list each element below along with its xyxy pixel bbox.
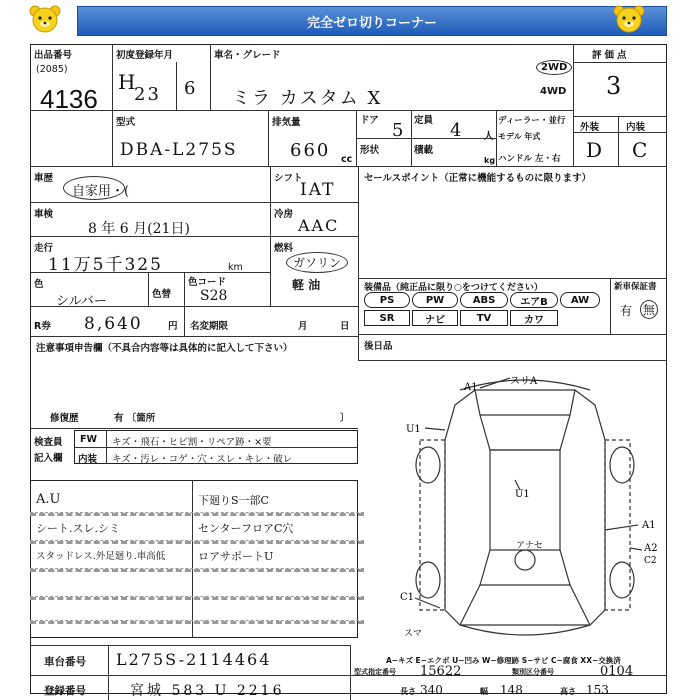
load-unit: kg: [484, 156, 496, 165]
reg-era: H: [118, 70, 138, 94]
mid-value: 15622: [420, 664, 462, 679]
diagram-label-suria: スリA: [510, 376, 538, 387]
inspector-label: 検査員: [34, 437, 63, 448]
door-label: ドア: [360, 115, 379, 126]
divider: [30, 540, 364, 544]
name-value: ミラ カスタム X: [232, 88, 383, 109]
equip-ps: PS: [364, 292, 410, 308]
divider: [184, 272, 185, 306]
displacement-unit: cc: [341, 154, 353, 165]
divider: [573, 62, 667, 63]
diagram-label-anase: アナセ: [516, 541, 543, 551]
mileage-label: 走行: [34, 243, 54, 254]
car-rear-window: [480, 550, 570, 585]
remark-left-1: A.U: [36, 492, 61, 507]
equip-tv: TV: [460, 310, 508, 326]
color-code-label: 色コード: [188, 277, 227, 288]
divider: [176, 62, 177, 110]
reg-label: 初度登録年月: [116, 50, 174, 61]
dealer-model-year: モデル 年式: [498, 132, 541, 141]
equip-sr: SR: [364, 310, 410, 326]
diagram-label-c2: C2: [644, 556, 657, 566]
shift-value: IAT: [300, 180, 336, 200]
lot-label: 出品番号: [34, 50, 73, 61]
score-value: 3: [606, 72, 624, 100]
divider: [30, 272, 270, 273]
mileage-value: 11万5千325: [48, 255, 163, 275]
divider: [30, 568, 364, 572]
divider: [108, 645, 109, 700]
inspector-fw-tag: FW: [80, 434, 97, 445]
divider: [30, 596, 364, 600]
capacity-label: 定員: [414, 115, 434, 126]
mid-label: 型式指定番号: [354, 668, 396, 676]
divider: [358, 360, 667, 361]
drive-2wd: 2WD: [536, 60, 572, 75]
divider: [358, 334, 667, 335]
divider: [358, 166, 359, 360]
rear-seat-label: 後日品: [364, 341, 393, 352]
recycle-value: 8,640: [84, 314, 143, 334]
equip-leather: カワ: [510, 310, 558, 326]
divider: [358, 278, 667, 279]
inspector-int-tag: 内装: [78, 454, 98, 465]
grade-ext-value: D: [586, 138, 605, 162]
registration-label: 登録番号: [44, 685, 86, 697]
dealer-label: ディーラー・並行: [498, 116, 566, 126]
score-label: 評価点: [592, 50, 630, 61]
diagram-label-a2: A2: [644, 543, 658, 554]
load-label: 積載: [414, 145, 434, 156]
color-code-value: S28: [200, 288, 228, 304]
color-value: シルバー: [56, 294, 107, 309]
diagram-label-a1-right: A1: [642, 520, 656, 531]
warranty-no: 無: [640, 300, 658, 319]
diagram-label-suma: スマ: [404, 629, 422, 639]
car-windshield: [480, 415, 570, 450]
divider: [30, 202, 358, 203]
diagram-label-a1-top: A1: [464, 382, 478, 393]
divider: [30, 236, 358, 237]
displacement-value: 660: [290, 140, 331, 161]
equip-aw: AW: [560, 292, 600, 308]
divider: [184, 306, 185, 336]
mid-cat-label: 類別区分番号: [512, 668, 554, 676]
dealer-handle: ハンドル 左・右: [498, 154, 561, 164]
divider: [30, 110, 573, 111]
registration-value: 宮城 583 U 2216: [130, 683, 285, 699]
usage-circle: [63, 176, 125, 200]
fuel-diesel: 軽 油: [292, 278, 321, 292]
divider: [148, 272, 149, 306]
divider: [192, 480, 193, 638]
divider: [30, 645, 350, 646]
equipment-grid: [364, 292, 608, 332]
fuel-gasoline: ガソリン: [286, 252, 348, 273]
mid-cat-value: 0104: [600, 664, 634, 679]
warranty-label: 新車保証書: [614, 282, 657, 292]
chassis-value: L275S-2114464: [116, 650, 272, 669]
divider: [350, 645, 351, 700]
color-label: 色: [34, 279, 44, 290]
diagram-label-c1: C1: [400, 592, 415, 603]
inspector-fw-text: キズ・飛石・ヒビ割・リペア跡・×要: [112, 437, 272, 448]
shape-label: 形状: [360, 145, 380, 156]
equip-airbag: エアB: [510, 292, 558, 308]
grade-ext-label: 外装: [580, 122, 600, 133]
divider: [30, 336, 358, 337]
capacity-value: 4: [450, 120, 464, 141]
warranty-yes: 有: [620, 304, 633, 318]
divider: [210, 44, 211, 110]
divider: [618, 116, 619, 166]
remark-right-2: センターフロアC穴: [198, 522, 294, 535]
divider: [356, 138, 496, 139]
diagram-label-u1-center: U1: [515, 489, 530, 500]
dims-wid-label: 幅: [480, 687, 488, 696]
repair-value: 有 〔箇所: [114, 413, 156, 424]
color-change-label: 色替: [152, 289, 172, 300]
remark-right-1: 下廻りS一部C: [198, 494, 269, 507]
displacement-label: 排気量: [272, 117, 301, 128]
car-body-outline: [445, 390, 605, 625]
divider: [106, 430, 107, 464]
dims-wid-value: 148: [500, 683, 523, 697]
lot-sub: (2085): [36, 64, 68, 75]
remark-left-3: スタッドレス.外足廻り.車高低: [36, 551, 166, 562]
equip-navi: ナビ: [412, 310, 458, 326]
grade-int-label: 内装: [626, 122, 646, 133]
remark-right-3: ロアサポートU: [198, 550, 274, 563]
equip-abs: ABS: [460, 292, 508, 308]
rear-bumper: [460, 625, 590, 635]
divider: [268, 110, 269, 166]
inspector-int-text: キズ・汚レ・コゲ・穴・スレ・キレ・破レ: [112, 454, 293, 465]
divider: [30, 166, 667, 167]
reg-month: 6: [184, 78, 198, 99]
car-rear-pillars: [460, 585, 590, 625]
fuel-label: 燃料: [274, 243, 294, 254]
selling-points-label: セールスポイント（正常に機能するものに限ります）: [364, 173, 592, 184]
aircon-value: AAC: [298, 216, 340, 235]
drive-4wd: 4WD: [540, 86, 567, 97]
equip-pw: PW: [412, 292, 458, 308]
divider: [30, 512, 364, 516]
model-label: 型式: [116, 117, 136, 128]
divider: [610, 278, 611, 334]
page-title: 完全ゼロ切りコーナー: [77, 6, 667, 36]
capacity-unit: 人: [484, 131, 494, 142]
repair-close: 〕: [340, 413, 350, 424]
transfer-label: 名変期限: [190, 321, 229, 332]
car-roof: [490, 450, 560, 550]
divider: [30, 620, 364, 624]
repair-label: 修復歴: [50, 413, 79, 424]
aircon-label: 冷房: [274, 209, 294, 220]
dims-len-value: 340: [420, 683, 443, 697]
lot-number: 4136: [40, 84, 98, 114]
notes-label: 注意事項申告欄（不具合内容等は具体的に記入して下さい）: [36, 343, 293, 354]
divider: [573, 116, 667, 117]
usage-label: 車歴: [34, 173, 54, 184]
car-right-side: [605, 440, 630, 610]
dims-hgt-value: 153: [586, 683, 609, 697]
remark-left-2: シート.スレ.シミ: [36, 522, 120, 535]
car-damage-diagram: [380, 370, 670, 640]
transfer-day: 日: [340, 321, 350, 332]
mascot-bear-left-icon: [28, 4, 62, 36]
reg-year: 23: [134, 84, 161, 105]
divider: [30, 428, 358, 429]
divider: [30, 306, 358, 307]
divider: [573, 132, 667, 133]
dims-hgt-label: 高さ: [560, 687, 576, 696]
car-left-side: [420, 440, 445, 610]
model-value: DBA-L275S: [120, 140, 238, 160]
mascot-bear-right-icon: [612, 4, 646, 36]
chassis-label: 車台番号: [44, 656, 86, 668]
divider: [30, 675, 667, 676]
divider: [112, 44, 113, 166]
grade-int-value: C: [632, 138, 650, 162]
damage-legend: A−キズ E−エクボ U−凹み W−修理跡 S−サビ C−腐食 XX−交換済: [386, 656, 621, 665]
diagram-label-u1-left: U1: [406, 424, 421, 435]
usage-value: 自家用・(: [72, 184, 130, 199]
name-label: 車名・グレード: [214, 50, 281, 61]
inspection-value: 8 年 6 月(21日): [88, 221, 190, 237]
inspector-label-2: 記入欄: [34, 453, 63, 464]
recycle-unit: 円: [168, 321, 178, 332]
dims-len-label: 長さ: [400, 687, 416, 696]
equipment-label: 装備品（純正品に限り○をつけてください）: [364, 283, 543, 293]
wheel-rear-left: [416, 562, 440, 598]
door-value: 5: [392, 120, 406, 141]
divider: [496, 110, 497, 166]
transfer-month: 月: [298, 321, 308, 332]
shift-label: シフト: [274, 173, 303, 184]
car-roof-front: [475, 390, 575, 415]
recycle-label: R券: [34, 321, 51, 332]
inspection-label: 車検: [34, 209, 54, 220]
mileage-unit: km: [228, 262, 243, 273]
